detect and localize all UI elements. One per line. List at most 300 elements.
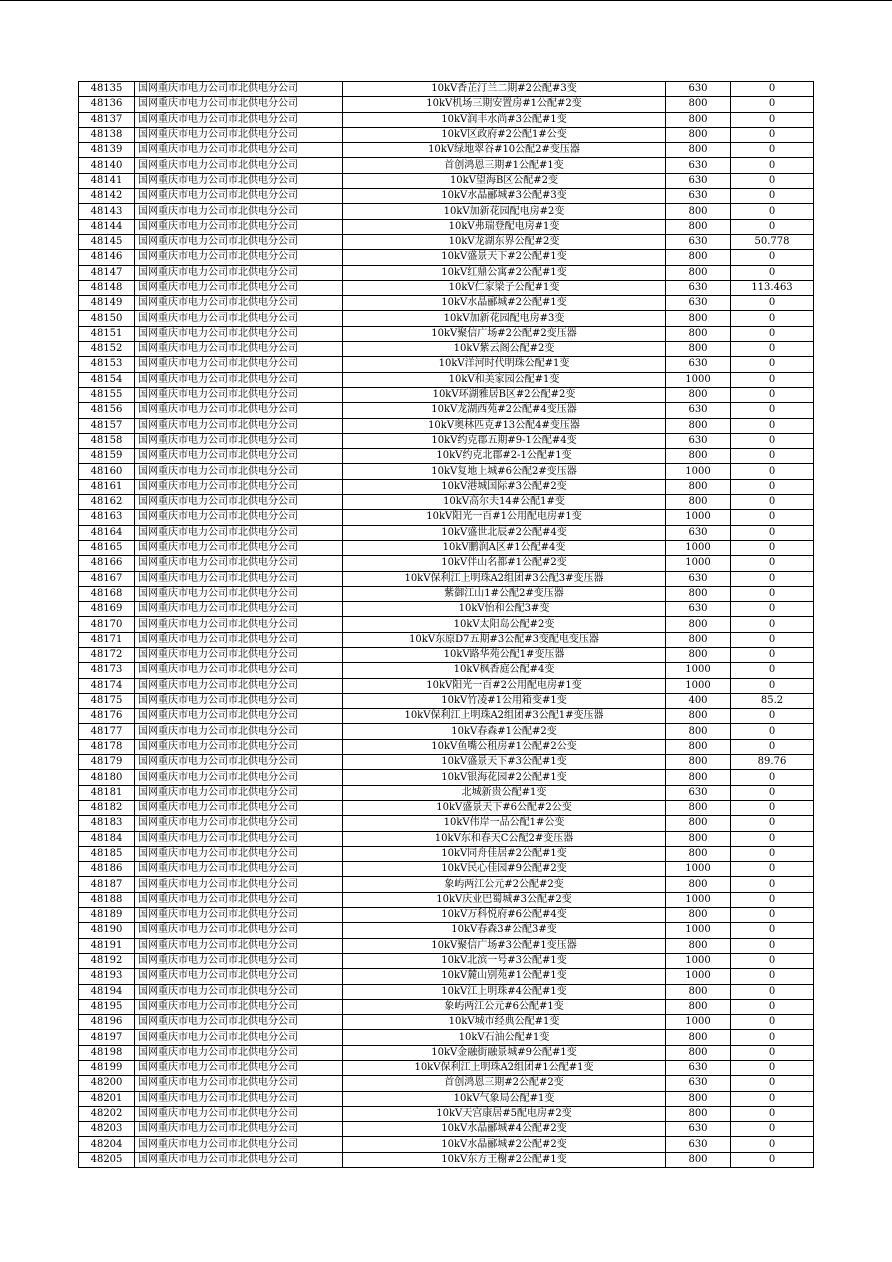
org-name-cell: 国网重庆市电力公司市北供电分公司 (135, 938, 343, 953)
value-cell: 0 (731, 816, 814, 831)
capacity-cell: 800 (666, 739, 731, 754)
org-name-cell: 国网重庆市电力公司市北供电分公司 (135, 647, 343, 662)
org-name-cell: 国网重庆市电力公司市北供电分公司 (135, 82, 343, 97)
value-cell: 0 (731, 479, 814, 494)
org-name-cell: 国网重庆市电力公司市北供电分公司 (135, 326, 343, 341)
value-cell: 0 (731, 739, 814, 754)
org-name-cell: 国网重庆市电力公司市北供电分公司 (135, 1076, 343, 1091)
transformer-name-cell: 10kV鱼嘴公租房#1公配#2公变 (343, 739, 666, 754)
org-name-cell: 国网重庆市电力公司市北供电分公司 (135, 189, 343, 204)
org-name-cell: 国网重庆市电力公司市北供电分公司 (135, 816, 343, 831)
org-name-cell: 国网重庆市电力公司市北供电分公司 (135, 709, 343, 724)
org-name-cell: 国网重庆市电力公司市北供电分公司 (135, 1106, 343, 1121)
row-id-cell: 48139 (79, 143, 135, 158)
value-cell: 0 (731, 923, 814, 938)
org-name-cell: 国网重庆市电力公司市北供电分公司 (135, 999, 343, 1014)
value-cell: 0 (731, 999, 814, 1014)
value-cell: 0 (731, 846, 814, 861)
value-cell: 0 (731, 586, 814, 601)
row-id-cell: 48143 (79, 204, 135, 219)
transformer-table (78, 81, 814, 1168)
capacity-cell: 800 (666, 800, 731, 815)
table-row (79, 632, 814, 647)
row-id-cell: 48169 (79, 602, 135, 617)
row-id-cell: 48193 (79, 969, 135, 984)
top-border-line (0, 0, 892, 1)
capacity-cell: 800 (666, 97, 731, 112)
value-cell: 0 (731, 938, 814, 953)
transformer-name-cell: 10kV伴山名都#1公配#2变 (343, 556, 666, 571)
table-row (79, 219, 814, 234)
table-row (79, 1106, 814, 1121)
capacity-cell: 1000 (666, 510, 731, 525)
row-id-cell: 48145 (79, 234, 135, 249)
capacity-cell: 630 (666, 357, 731, 372)
row-id-cell: 48163 (79, 510, 135, 525)
transformer-name-cell: 10kV石油公配#1变 (343, 1030, 666, 1045)
row-id-cell: 48198 (79, 1045, 135, 1060)
table-row (79, 877, 814, 892)
table-row (79, 234, 814, 249)
row-id-cell: 48200 (79, 1076, 135, 1091)
org-name-cell: 国网重庆市电力公司市北供电分公司 (135, 372, 343, 387)
capacity-cell: 630 (666, 82, 731, 97)
row-id-cell: 48201 (79, 1091, 135, 1106)
value-cell: 113.463 (731, 280, 814, 295)
value-cell: 0 (731, 495, 814, 510)
capacity-cell: 800 (666, 632, 731, 647)
table-row (79, 449, 814, 464)
table-row (79, 525, 814, 540)
transformer-name-cell: 10kV环湖雅居B区#2公配#2变 (343, 387, 666, 402)
value-cell: 0 (731, 1091, 814, 1106)
org-name-cell: 国网重庆市电力公司市北供电分公司 (135, 908, 343, 923)
value-cell: 0 (731, 1015, 814, 1030)
table-row (79, 816, 814, 831)
table-row (79, 908, 814, 923)
org-name-cell: 国网重庆市电力公司市北供电分公司 (135, 464, 343, 479)
table-row (79, 831, 814, 846)
table-row (79, 1152, 814, 1167)
transformer-name-cell: 10kV庆业巴蜀城#3公配#2变 (343, 892, 666, 907)
value-cell: 0 (731, 464, 814, 479)
value-cell: 0 (731, 556, 814, 571)
row-id-cell: 48173 (79, 663, 135, 678)
value-cell: 0 (731, 158, 814, 173)
transformer-name-cell: 10kV润丰水尚#3公配#1变 (343, 112, 666, 127)
table-row (79, 433, 814, 448)
capacity-cell: 800 (666, 770, 731, 785)
row-id-cell: 48149 (79, 296, 135, 311)
transformer-name-cell: 10kV东和春天C公配2#变压器 (343, 831, 666, 846)
table-row (79, 1061, 814, 1076)
table-row (79, 342, 814, 357)
org-name-cell: 国网重庆市电力公司市北供电分公司 (135, 923, 343, 938)
table-row (79, 357, 814, 372)
org-name-cell: 国网重庆市电力公司市北供电分公司 (135, 1152, 343, 1167)
row-id-cell: 48187 (79, 877, 135, 892)
table-row (79, 204, 814, 219)
capacity-cell: 630 (666, 785, 731, 800)
capacity-cell: 1000 (666, 464, 731, 479)
org-name-cell: 国网重庆市电力公司市北供电分公司 (135, 418, 343, 433)
table-row (79, 540, 814, 555)
org-name-cell: 国网重庆市电力公司市北供电分公司 (135, 831, 343, 846)
capacity-cell: 630 (666, 189, 731, 204)
table-row (79, 693, 814, 708)
value-cell: 0 (731, 571, 814, 586)
capacity-cell: 800 (666, 112, 731, 127)
capacity-cell: 400 (666, 693, 731, 708)
capacity-cell: 630 (666, 1137, 731, 1152)
row-id-cell: 48157 (79, 418, 135, 433)
value-cell: 0 (731, 770, 814, 785)
table-row (79, 250, 814, 265)
capacity-cell: 800 (666, 387, 731, 402)
org-name-cell: 国网重庆市电力公司市北供电分公司 (135, 1030, 343, 1045)
transformer-name-cell: 10kV银海花园#2公配#1变 (343, 770, 666, 785)
value-cell: 0 (731, 403, 814, 418)
transformer-name-cell: 10kV奥林匹克#13公配4#变压器 (343, 418, 666, 433)
row-id-cell: 48195 (79, 999, 135, 1014)
table-row (79, 112, 814, 127)
capacity-cell: 1000 (666, 862, 731, 877)
row-id-cell: 48178 (79, 739, 135, 754)
value-cell: 0 (731, 82, 814, 97)
table-row (79, 173, 814, 188)
transformer-name-cell: 10kV港城国际#3公配#2变 (343, 479, 666, 494)
transformer-name-cell: 10kV望海B区公配#2变 (343, 173, 666, 188)
value-cell: 0 (731, 1152, 814, 1167)
row-id-cell: 48181 (79, 785, 135, 800)
capacity-cell: 1000 (666, 663, 731, 678)
org-name-cell: 国网重庆市电力公司市北供电分公司 (135, 342, 343, 357)
capacity-cell: 800 (666, 479, 731, 494)
table-row (79, 617, 814, 632)
value-cell: 0 (731, 663, 814, 678)
capacity-cell: 800 (666, 219, 731, 234)
value-cell: 0 (731, 112, 814, 127)
org-name-cell: 国网重庆市电力公司市北供电分公司 (135, 770, 343, 785)
row-id-cell: 48168 (79, 586, 135, 601)
table-row (79, 556, 814, 571)
row-id-cell: 48183 (79, 816, 135, 831)
org-name-cell: 国网重庆市电力公司市北供电分公司 (135, 571, 343, 586)
capacity-cell: 630 (666, 234, 731, 249)
capacity-cell: 800 (666, 647, 731, 662)
org-name-cell: 国网重庆市电力公司市北供电分公司 (135, 892, 343, 907)
org-name-cell: 国网重庆市电力公司市北供电分公司 (135, 173, 343, 188)
value-cell: 0 (731, 525, 814, 540)
value-cell: 0 (731, 540, 814, 555)
row-id-cell: 48176 (79, 709, 135, 724)
transformer-name-cell: 象屿两江公元#2公配#2变 (343, 877, 666, 892)
table-row (79, 663, 814, 678)
transformer-name-cell: 10kV水晶郦城#4公配#2变 (343, 1122, 666, 1137)
org-name-cell: 国网重庆市电力公司市北供电分公司 (135, 204, 343, 219)
row-id-cell: 48180 (79, 770, 135, 785)
transformer-name-cell: 10kV阳光一百#1公用配电房#1变 (343, 510, 666, 525)
org-name-cell: 国网重庆市电力公司市北供电分公司 (135, 785, 343, 800)
capacity-cell: 800 (666, 617, 731, 632)
org-name-cell: 国网重庆市电力公司市北供电分公司 (135, 479, 343, 494)
transformer-name-cell: 10kV高尔夫14#公配1#变 (343, 495, 666, 510)
capacity-cell: 1000 (666, 372, 731, 387)
capacity-cell: 800 (666, 984, 731, 999)
row-id-cell: 48199 (79, 1061, 135, 1076)
capacity-cell: 800 (666, 1106, 731, 1121)
value-cell: 0 (731, 326, 814, 341)
table-row (79, 1015, 814, 1030)
table-row (79, 387, 814, 402)
transformer-name-cell: 10kV水晶郦城#3公配#3变 (343, 189, 666, 204)
transformer-name-cell: 10kV龙湖西苑#2公配#4变压器 (343, 403, 666, 418)
capacity-cell: 1000 (666, 1015, 731, 1030)
table-row (79, 969, 814, 984)
value-cell: 0 (731, 862, 814, 877)
row-id-cell: 48164 (79, 525, 135, 540)
transformer-name-cell: 10kV复地上城#6公配2#变压器 (343, 464, 666, 479)
org-name-cell: 国网重庆市电力公司市北供电分公司 (135, 357, 343, 372)
value-cell: 0 (731, 1045, 814, 1060)
value-cell: 0 (731, 800, 814, 815)
capacity-cell: 800 (666, 495, 731, 510)
capacity-cell: 630 (666, 433, 731, 448)
row-id-cell: 48191 (79, 938, 135, 953)
value-cell: 0 (731, 617, 814, 632)
table-row (79, 571, 814, 586)
row-id-cell: 48189 (79, 908, 135, 923)
table-row (79, 403, 814, 418)
transformer-name-cell: 10kV盛景天下#2公配#1变 (343, 250, 666, 265)
table-row (79, 602, 814, 617)
transformer-name-cell: 10kV盛景天下#6公配#2公变 (343, 800, 666, 815)
org-name-cell: 国网重庆市电力公司市北供电分公司 (135, 586, 343, 601)
transformer-name-cell: 10kV金融街融景城#9公配#1变 (343, 1045, 666, 1060)
table-row (79, 418, 814, 433)
org-name-cell: 国网重庆市电力公司市北供电分公司 (135, 495, 343, 510)
table-row (79, 770, 814, 785)
row-id-cell: 48150 (79, 311, 135, 326)
value-cell: 0 (731, 1061, 814, 1076)
transformer-name-cell: 10kV阳光一百#2公用配电房#1变 (343, 678, 666, 693)
transformer-name-cell: 10kV聚信广场#2公配#2变压器 (343, 326, 666, 341)
table-row (79, 189, 814, 204)
value-cell: 0 (731, 1106, 814, 1121)
transformer-name-cell: 10kV紫云阁公配#2变 (343, 342, 666, 357)
capacity-cell: 800 (666, 265, 731, 280)
capacity-cell: 800 (666, 816, 731, 831)
table-row (79, 143, 814, 158)
row-id-cell: 48148 (79, 280, 135, 295)
capacity-cell: 630 (666, 1061, 731, 1076)
row-id-cell: 48151 (79, 326, 135, 341)
capacity-cell: 1000 (666, 923, 731, 938)
transformer-name-cell: 10kV太阳岛公配#2变 (343, 617, 666, 632)
table-row (79, 280, 814, 295)
value-cell: 0 (731, 250, 814, 265)
org-name-cell: 国网重庆市电力公司市北供电分公司 (135, 127, 343, 142)
transformer-table-body (79, 82, 814, 1168)
value-cell: 0 (731, 1122, 814, 1137)
row-id-cell: 48194 (79, 984, 135, 999)
value-cell: 0 (731, 127, 814, 142)
transformer-name-cell: 10kV机场三期安置房#1公配#2变 (343, 97, 666, 112)
org-name-cell: 国网重庆市电力公司市北供电分公司 (135, 143, 343, 158)
org-name-cell: 国网重庆市电力公司市北供电分公司 (135, 387, 343, 402)
row-id-cell: 48175 (79, 693, 135, 708)
org-name-cell: 国网重庆市电力公司市北供电分公司 (135, 265, 343, 280)
value-cell: 0 (731, 908, 814, 923)
table-row (79, 678, 814, 693)
table-row (79, 1122, 814, 1137)
table-row (79, 999, 814, 1014)
table-row (79, 1137, 814, 1152)
row-id-cell: 48141 (79, 173, 135, 188)
transformer-name-cell: 10kV麓山别苑#1公配#1变 (343, 969, 666, 984)
row-id-cell: 48172 (79, 647, 135, 662)
value-cell: 0 (731, 632, 814, 647)
org-name-cell: 国网重庆市电力公司市北供电分公司 (135, 724, 343, 739)
capacity-cell: 1000 (666, 556, 731, 571)
transformer-name-cell: 10kV春森#1公配#2变 (343, 724, 666, 739)
value-cell: 0 (731, 510, 814, 525)
transformer-name-cell: 紫御江山1#公配2#变压器 (343, 586, 666, 601)
row-id-cell: 48186 (79, 862, 135, 877)
row-id-cell: 48142 (79, 189, 135, 204)
transformer-name-cell: 10kV红鼎公寓#2公配#1变 (343, 265, 666, 280)
value-cell: 0 (731, 387, 814, 402)
capacity-cell: 800 (666, 755, 731, 770)
transformer-name-cell: 10kV水晶郦城#2公配#2变 (343, 1137, 666, 1152)
capacity-cell: 630 (666, 403, 731, 418)
transformer-name-cell: 10kV城市经典公配#1变 (343, 1015, 666, 1030)
org-name-cell: 国网重庆市电力公司市北供电分公司 (135, 632, 343, 647)
transformer-name-cell: 10kV保利江上明珠A2组团#1公配#1变 (343, 1061, 666, 1076)
transformer-name-cell: 10kV水晶郦城#2公配#1变 (343, 296, 666, 311)
capacity-cell: 800 (666, 938, 731, 953)
capacity-cell: 800 (666, 311, 731, 326)
table-row (79, 586, 814, 601)
org-name-cell: 国网重庆市电力公司市北供电分公司 (135, 1045, 343, 1060)
table-row (79, 923, 814, 938)
row-id-cell: 48165 (79, 540, 135, 555)
table-row (79, 984, 814, 999)
org-name-cell: 国网重庆市电力公司市北供电分公司 (135, 969, 343, 984)
row-id-cell: 48162 (79, 495, 135, 510)
row-id-cell: 48179 (79, 755, 135, 770)
org-name-cell: 国网重庆市电力公司市北供电分公司 (135, 800, 343, 815)
table-row (79, 127, 814, 142)
org-name-cell: 国网重庆市电力公司市北供电分公司 (135, 97, 343, 112)
row-id-cell: 48155 (79, 387, 135, 402)
row-id-cell: 48174 (79, 678, 135, 693)
transformer-name-cell: 10kV民心佳园#9公配#2变 (343, 862, 666, 877)
table-row (79, 296, 814, 311)
org-name-cell: 国网重庆市电力公司市北供电分公司 (135, 1061, 343, 1076)
org-name-cell: 国网重庆市电力公司市北供电分公司 (135, 112, 343, 127)
capacity-cell: 800 (666, 831, 731, 846)
capacity-cell: 1000 (666, 969, 731, 984)
org-name-cell: 国网重庆市电力公司市北供电分公司 (135, 755, 343, 770)
value-cell: 0 (731, 173, 814, 188)
org-name-cell: 国网重庆市电力公司市北供电分公司 (135, 602, 343, 617)
capacity-cell: 800 (666, 1045, 731, 1060)
org-name-cell: 国网重庆市电力公司市北供电分公司 (135, 739, 343, 754)
row-id-cell: 48152 (79, 342, 135, 357)
capacity-cell: 800 (666, 250, 731, 265)
value-cell: 0 (731, 969, 814, 984)
value-cell: 50.778 (731, 234, 814, 249)
capacity-cell: 630 (666, 296, 731, 311)
table-row (79, 1030, 814, 1045)
table-row (79, 892, 814, 907)
table-row (79, 785, 814, 800)
capacity-cell: 1000 (666, 892, 731, 907)
capacity-cell: 800 (666, 877, 731, 892)
table-row (79, 479, 814, 494)
transformer-name-cell: 10kV东方王榭#2公配#1变 (343, 1152, 666, 1167)
capacity-cell: 800 (666, 326, 731, 341)
capacity-cell: 630 (666, 280, 731, 295)
row-id-cell: 48185 (79, 846, 135, 861)
transformer-name-cell: 10kV万科悦府#6公配#4变 (343, 908, 666, 923)
org-name-cell: 国网重庆市电力公司市北供电分公司 (135, 433, 343, 448)
value-cell: 0 (731, 1030, 814, 1045)
row-id-cell: 48144 (79, 219, 135, 234)
row-id-cell: 48140 (79, 158, 135, 173)
org-name-cell: 国网重庆市电力公司市北供电分公司 (135, 219, 343, 234)
row-id-cell: 48205 (79, 1152, 135, 1167)
table-row (79, 739, 814, 754)
table-row (79, 326, 814, 341)
transformer-name-cell: 10kV聚信广场#3公配#1变压器 (343, 938, 666, 953)
table-row (79, 953, 814, 968)
value-cell: 0 (731, 892, 814, 907)
value-cell: 0 (731, 984, 814, 999)
capacity-cell: 800 (666, 127, 731, 142)
value-cell: 0 (731, 97, 814, 112)
capacity-cell: 800 (666, 449, 731, 464)
row-id-cell: 48146 (79, 250, 135, 265)
org-name-cell: 国网重庆市电力公司市北供电分公司 (135, 663, 343, 678)
transformer-name-cell: 10kV绿地翠谷#10公配2#变压器 (343, 143, 666, 158)
transformer-name-cell: 10kV盛世北辰#2公配#4变 (343, 525, 666, 540)
row-id-cell: 48182 (79, 800, 135, 815)
transformer-name-cell: 10kV香芷汀兰二期#2公配#3变 (343, 82, 666, 97)
transformer-name-cell: 10kV春森3#公配3#变 (343, 923, 666, 938)
transformer-name-cell: 10kV约克北郡#2-1公配#1变 (343, 449, 666, 464)
row-id-cell: 48153 (79, 357, 135, 372)
row-id-cell: 48159 (79, 449, 135, 464)
capacity-cell: 1000 (666, 540, 731, 555)
org-name-cell: 国网重庆市电力公司市北供电分公司 (135, 846, 343, 861)
transformer-name-cell: 10kV枫香庭公配#4变 (343, 663, 666, 678)
org-name-cell: 国网重庆市电力公司市北供电分公司 (135, 693, 343, 708)
transformer-name-cell: 10kV保利江上明珠A2组团#3公配1#变压器 (343, 709, 666, 724)
table-row (79, 1091, 814, 1106)
table-row (79, 1045, 814, 1060)
row-id-cell: 48188 (79, 892, 135, 907)
transformer-name-cell: 10kV洋河时代明珠公配#1变 (343, 357, 666, 372)
value-cell: 0 (731, 785, 814, 800)
transformer-name-cell: 10kV仁家梁子公配#1变 (343, 280, 666, 295)
value-cell: 0 (731, 647, 814, 662)
transformer-name-cell: 10kV龙湖东界公配#2变 (343, 234, 666, 249)
value-cell: 0 (731, 296, 814, 311)
transformer-name-cell: 10kV加新花园配电房#2变 (343, 204, 666, 219)
value-cell: 0 (731, 1137, 814, 1152)
